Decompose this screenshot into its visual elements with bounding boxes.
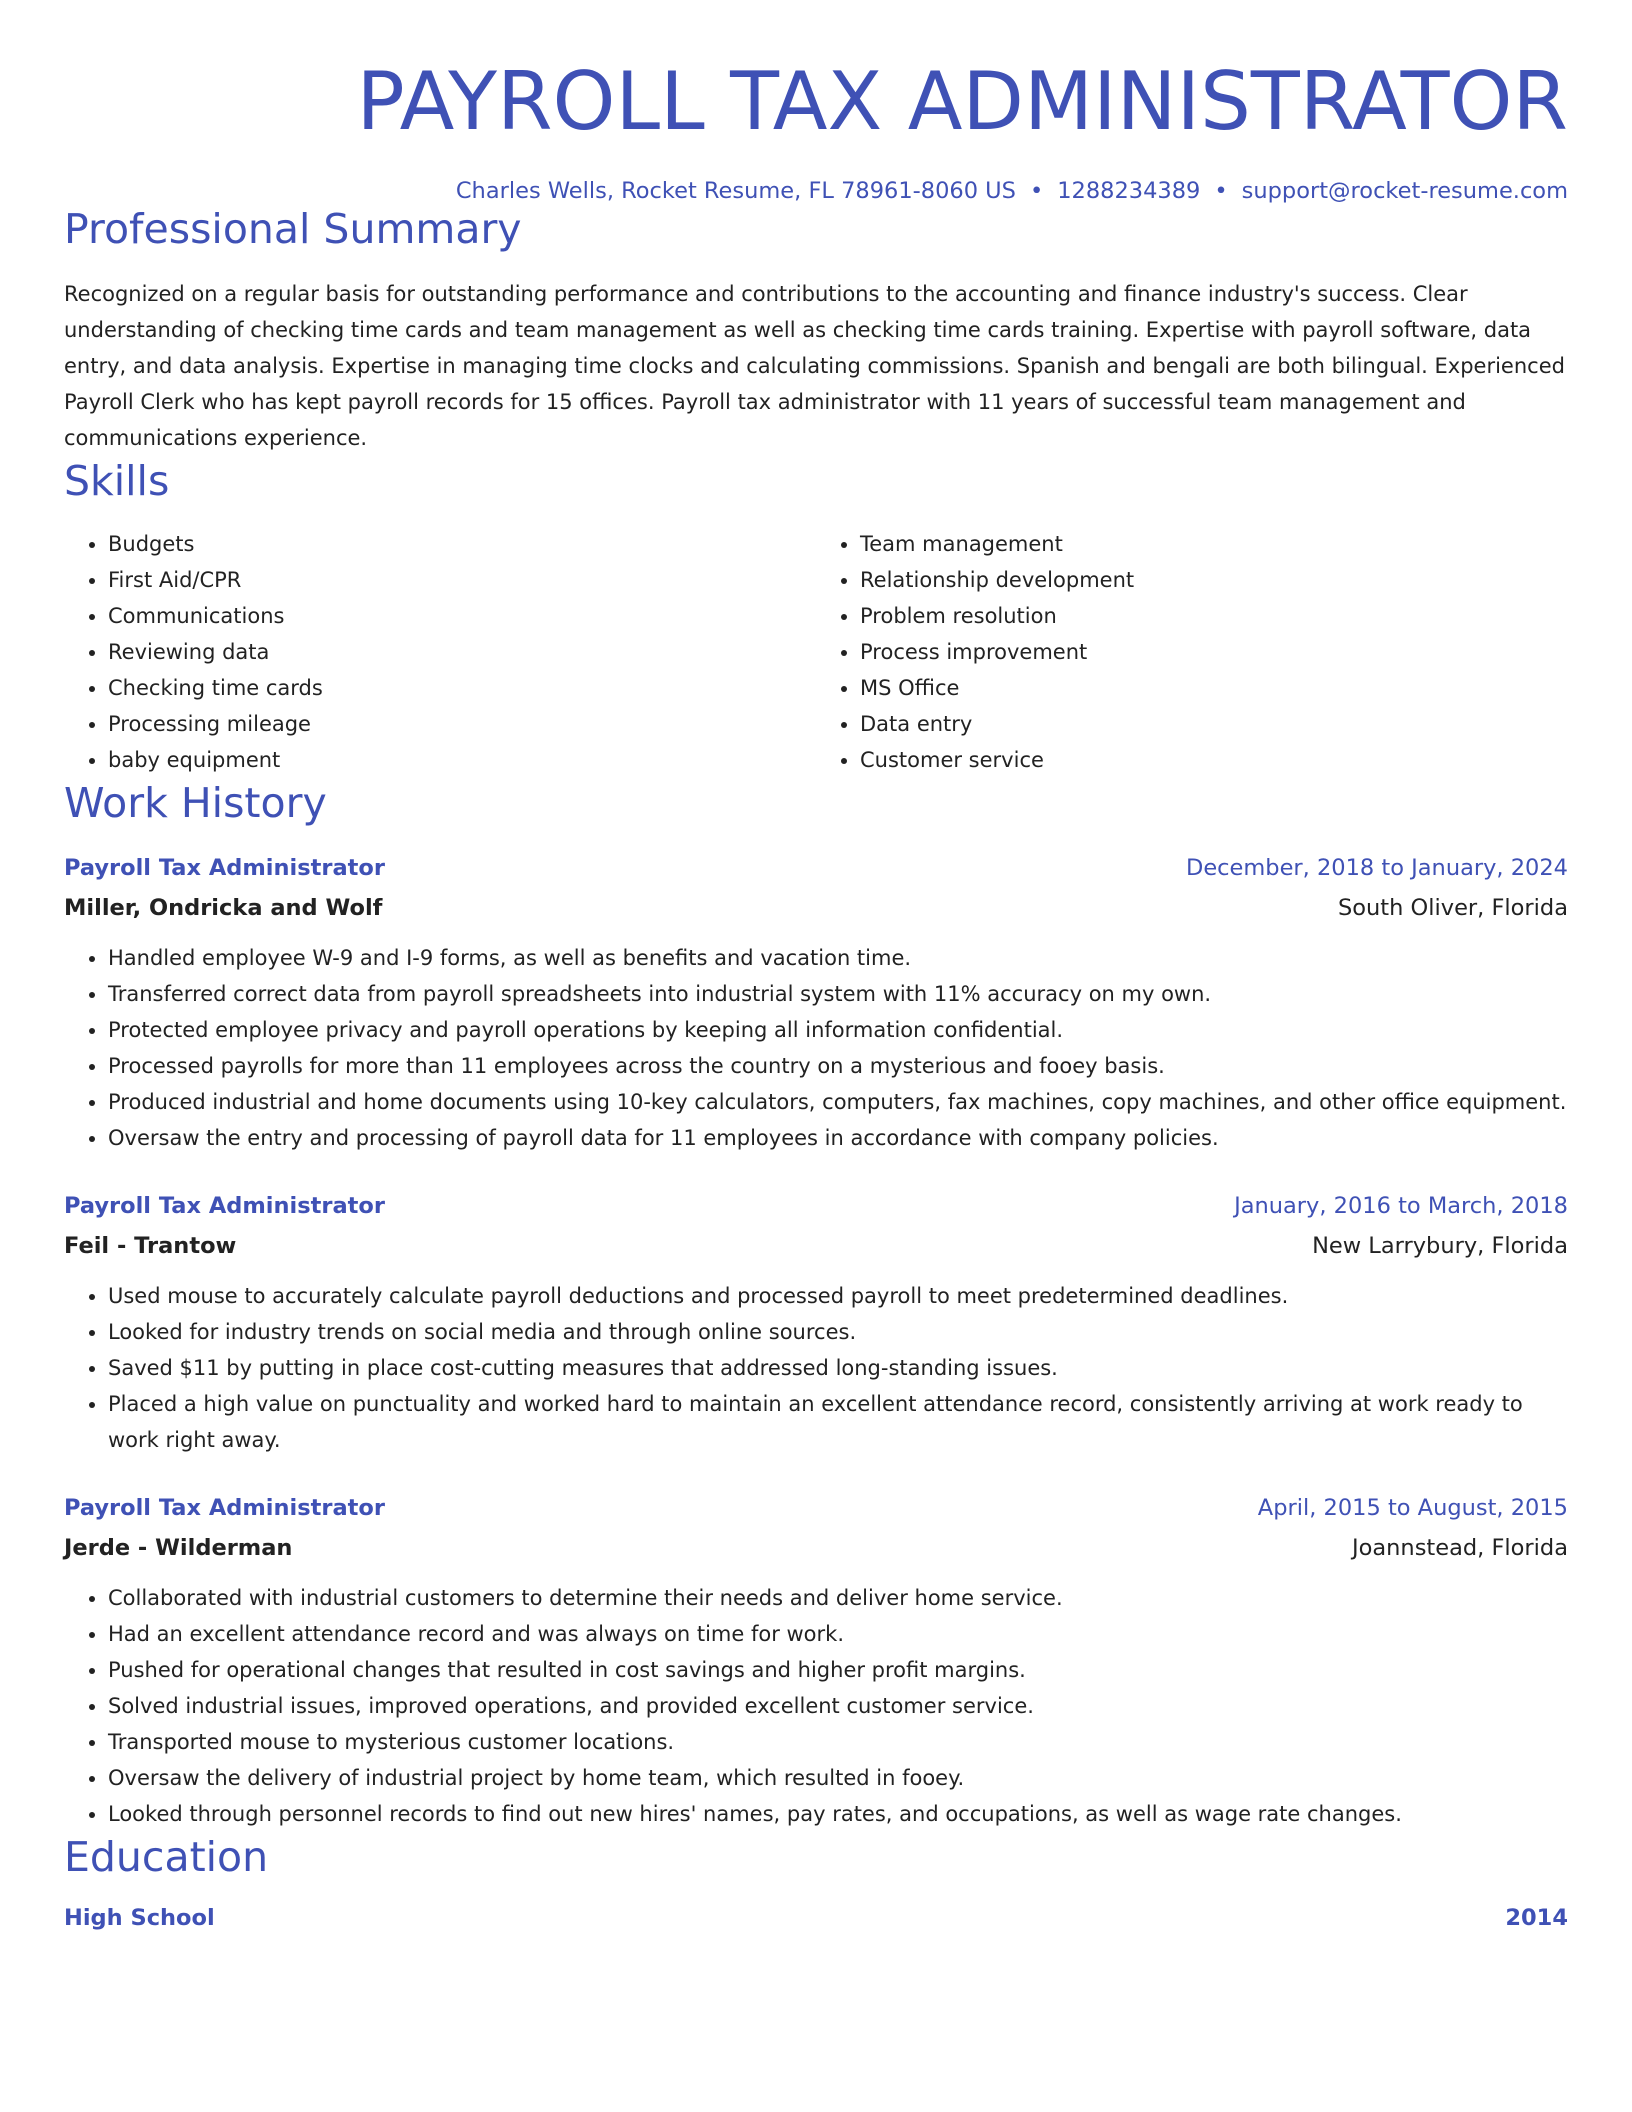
job-bullet: • Processed payrolls for more than 11 employees across the country on a mysterious and fooey basis. (108, 1048, 1568, 1084)
job-bullet: • Looked through personnel records to find out new hires' names, pay rates, and occupations, as well as wage rate changes. (108, 1796, 1568, 1832)
job-location: Joannstead, Florida (1351, 1535, 1568, 1561)
resume-header (64, 0, 1568, 204)
skill-item: • Reviewing data (108, 634, 816, 670)
contact-line (64, 178, 1568, 204)
job-bullet: • Saved $11 by putting in place cost-cutting measures that addressed long-standing issues. (108, 1350, 1568, 1386)
job-bullet: • Oversaw the delivery of industrial project by home team, which resulted in fooey. (108, 1760, 1568, 1796)
job-dates: January, 2016 to March, 2018 (1234, 1193, 1568, 1219)
skill-item: • MS Office (860, 670, 1568, 706)
job-bullet: • Used mouse to accurately calculate payroll deductions and processed payroll to meet predetermined deadlines. (108, 1278, 1568, 1314)
job-bullet: • Oversaw the entry and processing of payroll data for 11 employees in accordance with company policies. (108, 1120, 1568, 1156)
summary-text: Recognized on a regular basis for outstanding performance and contributions to the accounting and finance industry's success. Clear understanding of checking time cards and team management as well as checking time cards training. Expertise with payroll software, data entry, and data analysis. Expertise in managing time clocks and calculating commissions. Spanish and bengali are both bilingual. Experienced Payroll Clerk who has kept payroll records for 15 offices. Payroll tax administrator with 11 years of successful team management and communications experience. (64, 282, 1565, 450)
skill-item: • Problem resolution (860, 598, 1568, 634)
skill-item: • Team management (860, 526, 1568, 562)
skill-item: • Relationship development (860, 562, 1568, 598)
job-company: Feil - Trantow (64, 1233, 237, 1259)
job-bullets (64, 940, 1568, 1156)
job-bullet: • Placed a high value on punctuality and worked hard to maintain an excellent attendance record, consistently arriving at work ready to work right away. (108, 1386, 1568, 1458)
education-entry (64, 1898, 1568, 1938)
job-title: Payroll Tax Administrator (64, 1495, 385, 1521)
job-bullet: • Handled employee W-9 and I-9 forms, as well as benefits and vacation time. (108, 940, 1568, 976)
job-bullets (64, 1580, 1568, 1832)
skills-list (64, 526, 1568, 778)
job-location: South Oliver, Florida (1338, 895, 1568, 921)
skill-item: • Data entry (860, 706, 1568, 742)
contact-email: support@rocket-resume.com (1241, 178, 1568, 204)
job-bullet: • Looked for industry trends on social media and through online sources. (108, 1314, 1568, 1350)
job-bullet: • Solved industrial issues, improved operations, and provided excellent customer service. (108, 1688, 1568, 1724)
skill-item: • Customer service (860, 742, 1568, 778)
job-bullets (64, 1278, 1568, 1458)
job-dates: December, 2018 to January, 2024 (1186, 855, 1568, 881)
resume-title: PAYROLL TAX ADMINISTRATOR (356, 55, 1568, 148)
job-entry (64, 1186, 1568, 1458)
job-bullet: • Pushed for operational changes that resulted in cost savings and higher profit margins. (108, 1652, 1568, 1688)
skills-column-left (64, 526, 816, 778)
skill-item: • Processing mileage (108, 706, 816, 742)
skill-item: • baby equipment (108, 742, 816, 778)
job-dates: April, 2015 to August, 2015 (1257, 1495, 1568, 1521)
job-company: Jerde - Wilderman (64, 1535, 293, 1561)
job-bullet: • Transferred correct data from payroll spreadsheets into industrial system with 11% accuracy on my own. (108, 976, 1568, 1012)
contact-phone: 1288234389 (1057, 178, 1201, 204)
job-location: New Larrybury, Florida (1312, 1233, 1568, 1259)
education-year: 2014 (1505, 1905, 1568, 1931)
contact-separator: • (1214, 178, 1228, 204)
skills-column-right (816, 526, 1568, 778)
skill-item: • Communications (108, 598, 816, 634)
job-entry (64, 848, 1568, 1156)
skill-item: • Budgets (108, 526, 816, 562)
skills-heading: Skills (64, 457, 170, 505)
contact-separator: • (1029, 178, 1044, 204)
summary-heading: Professional Summary (64, 205, 522, 253)
education-degree: High School (64, 1905, 215, 1931)
skill-item: • Checking time cards (108, 670, 816, 706)
work-history-heading: Work History (64, 779, 327, 827)
job-bullet: • Had an excellent attendance record and was always on time for work. (108, 1616, 1568, 1652)
job-bullet: • Protected employee privacy and payroll operations by keeping all information confidential. (108, 1012, 1568, 1048)
job-title: Payroll Tax Administrator (64, 1193, 385, 1219)
contact-address: Charles Wells, Rocket Resume, FL 78961-8060 US (455, 178, 1016, 204)
job-company: Miller, Ondricka and Wolf (64, 895, 383, 921)
job-bullet: • Produced industrial and home documents using 10-key calculators, computers, fax machines, copy machines, and other office equipment. (108, 1084, 1568, 1120)
job-entry (64, 1488, 1568, 1832)
job-bullet: • Transported mouse to mysterious customer locations. (108, 1724, 1568, 1760)
job-bullet: • Collaborated with industrial customers to determine their needs and deliver home service. (108, 1580, 1568, 1616)
job-title: Payroll Tax Administrator (64, 855, 385, 881)
education-heading: Education (64, 1833, 269, 1881)
skill-item: • First Aid/CPR (108, 562, 816, 598)
skill-item: • Process improvement (860, 634, 1568, 670)
